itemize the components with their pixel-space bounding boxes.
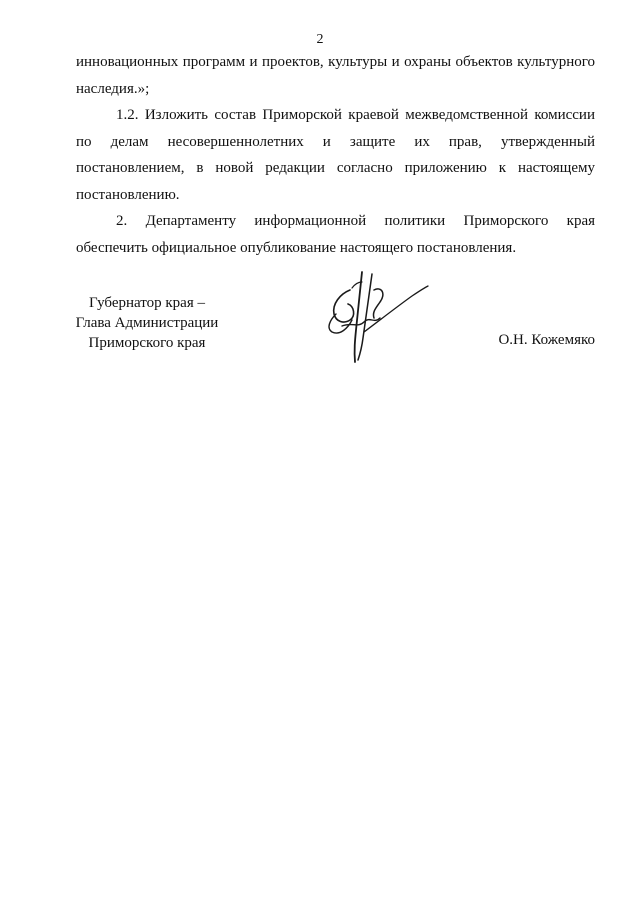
signature-icon bbox=[322, 268, 432, 366]
paragraph-continuation: инновационных программ и проектов, культуры и охраны объектов культурного наследия.»; bbox=[76, 54, 595, 97]
page-number: 2 bbox=[316, 32, 324, 47]
paragraph-item-2: 2. Департаменту информационной политики Приморского края обеспечить официальное опубликование настоящего постановления. bbox=[76, 213, 595, 256]
signer-name: О.Н. Кожемяко bbox=[498, 332, 595, 348]
document-body bbox=[76, 49, 595, 261]
signatory-title-line: Глава Администрации bbox=[75, 315, 219, 331]
paragraph-item-1-2: 1.2. Изложить состав Приморской краевой межведомственной комиссии по делам несовершеннолетних и защите их прав, утвержденный постановлением, в новой редакции согласно приложению к настоящему постановлению. bbox=[76, 107, 595, 203]
signatory-title-line: Приморского края bbox=[88, 335, 206, 351]
signatory-title-line: Губернатор края – bbox=[89, 295, 205, 311]
signatory-title-block bbox=[52, 293, 242, 353]
